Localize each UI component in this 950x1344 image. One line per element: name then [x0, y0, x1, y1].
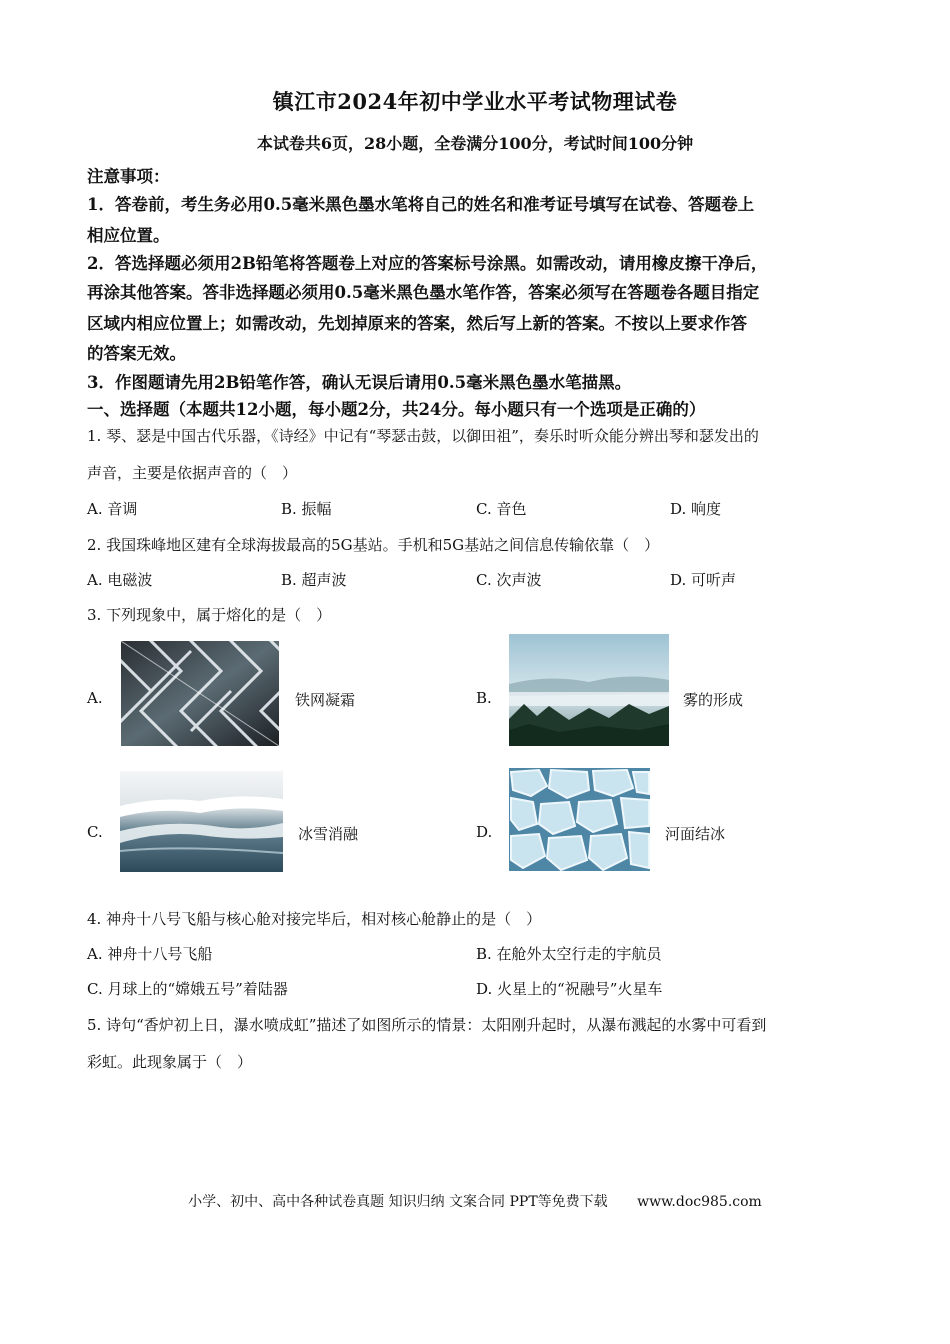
notice-heading: 注意事项： — [87, 167, 170, 186]
notice-line: 区域内相应位置上；如需改动，先划掉原来的答案，然后写上新的答案。不按以上要求作答 — [87, 314, 747, 333]
notice-line: 2．答选择题必须用2B铅笔将答题卷上对应的答案标号涂黑。如需改动，请用橡皮擦干净后， — [87, 254, 768, 273]
question-3-option-a-caption: 铁网凝霜 — [295, 691, 356, 709]
question-5-stem: 5. 诗句“香炉初上日，瀑水喷成虹”描述了如图所示的情景：太阳刚升起时，从瀑布溅起的水雾中可看到 — [87, 1016, 767, 1034]
question-3-option-b-letter: B. — [476, 689, 492, 707]
frozen-river-image — [509, 768, 650, 871]
page-title: 镇江市2024年初中学业水平考试物理试卷 — [272, 89, 678, 114]
question-3-option-a-letter: A. — [87, 689, 103, 707]
section-heading: 一、选择题（本题共12小题，每小题2分，共24分。每小题只有一个选项是正确的） — [87, 400, 706, 419]
question-3-option-d-caption: 河面结冰 — [665, 825, 726, 843]
question-5-stem-cont: 彩虹。此现象属于（ ） — [87, 1053, 253, 1071]
melting-snow-image — [120, 771, 283, 872]
notice-line: 相应位置。 — [87, 226, 170, 245]
question-2-stem: 2. 我国珠峰地区建有全球海拔最高的5G基站。手机和5G基站之间信息传输依靠（ ） — [87, 536, 660, 554]
question-1-option-b: B. 振幅 — [281, 500, 332, 518]
question-4-stem: 4. 神舟十八号飞船与核心舱对接完毕后，相对核心舱静止的是（ ） — [87, 910, 542, 928]
question-4-option-d: D. 火星上的“祝融号”火星车 — [476, 980, 663, 998]
question-1-option-c: C. 音色 — [476, 500, 527, 518]
question-3-option-c-caption: 冰雪消融 — [298, 825, 359, 843]
question-4-option-c: C. 月球上的“嫦娥五号”着陆器 — [87, 980, 288, 998]
page-footer — [0, 1191, 950, 1211]
question-1-option-a: A. 音调 — [87, 500, 138, 518]
question-4-option-a: A. 神舟十八号飞船 — [87, 945, 213, 963]
notice-line: 3．作图题请先用2B铅笔作答，确认无误后请用0.5毫米黑色墨水笔描黑。 — [87, 373, 632, 392]
question-2-option-a: A. 电磁波 — [87, 571, 153, 589]
notice-line: 1．答卷前，考生务必用0.5毫米黑色墨水笔将自己的姓名和准考证号填写在试卷、答题卷上 — [87, 195, 755, 214]
question-3-option-b-caption: 雾的形成 — [683, 691, 744, 709]
question-2-option-c: C. 次声波 — [476, 571, 542, 589]
question-4-option-b: B. 在舱外太空行走的宇航员 — [476, 945, 662, 963]
question-2-option-b: B. 超声波 — [281, 571, 347, 589]
question-3-stem: 3. 下列现象中，属于熔化的是（ ） — [87, 606, 332, 624]
question-3-option-d-letter: D. — [476, 823, 493, 841]
notice-line: 再涂其他答案。答非选择题必须用0.5毫米黑色墨水笔作答，答案必须写在答题卷各题目指定 — [87, 283, 760, 302]
notice-line: 的答案无效。 — [87, 344, 186, 363]
footer-url[interactable]: www.doc985.com — [637, 1194, 762, 1210]
fog-forest-image — [509, 634, 669, 746]
question-1-stem-cont: 声音，主要是依据声音的（ ） — [87, 464, 298, 482]
question-1-option-d: D. 响度 — [670, 500, 722, 518]
question-3-option-c-letter: C. — [87, 823, 103, 841]
frost-fence-image — [121, 641, 279, 746]
footer-text: 小学、初中、高中各种试卷真题 知识归纳 文案合同 PPT等免费下载 — [188, 1194, 608, 1210]
question-1-stem: 1. 琴、瑟是中国古代乐器，《诗经》中记有“琴瑟击鼓，以御田祖”，奏乐时听众能分辨出琴和瑟发出的 — [87, 427, 759, 445]
question-2-option-d: D. 可听声 — [670, 571, 737, 589]
exam-info: 本试卷共6页，28小题，全卷满分100分，考试时间100分钟 — [256, 134, 694, 153]
